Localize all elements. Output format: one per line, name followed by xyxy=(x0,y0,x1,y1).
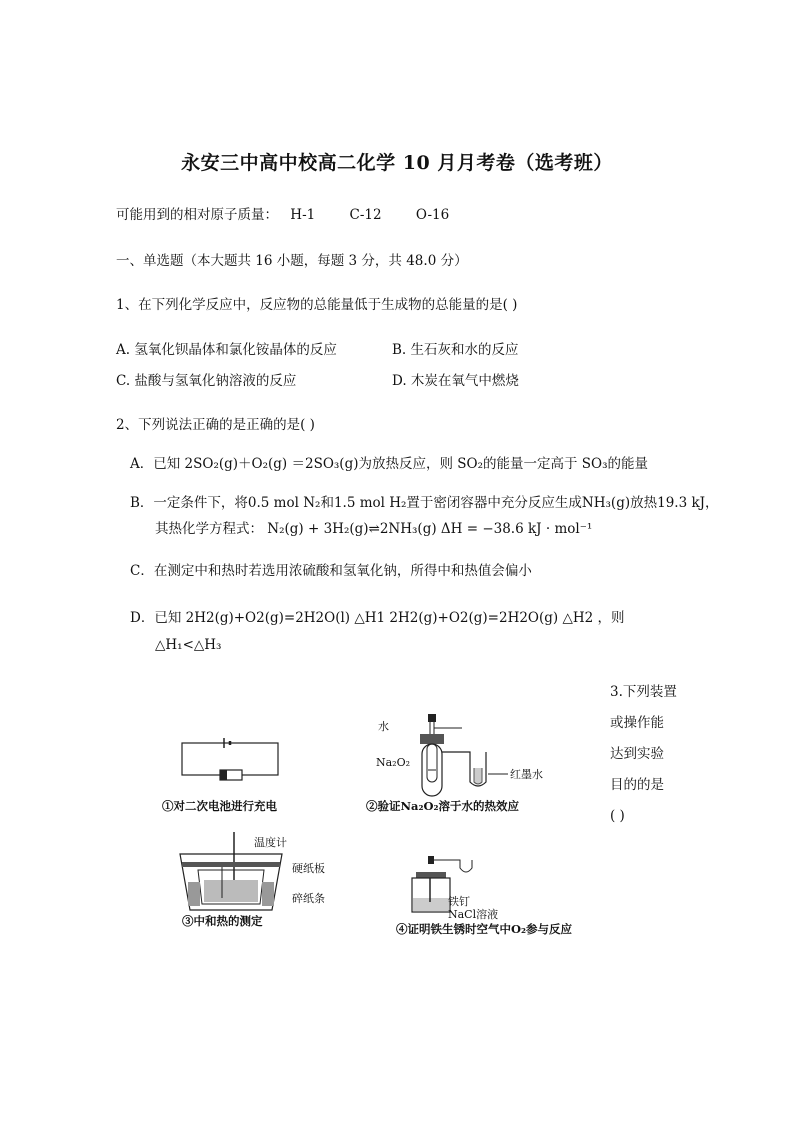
question-2-option-d-line1: D．已知 2H2(g)+O2(g)=2H2O(l) △H1 2H2(g)+O2(g)=2H2O(g) △H2 ，则 xyxy=(130,610,625,626)
atomic-mass-c: C-12 xyxy=(349,207,382,223)
question-3-stem xyxy=(610,677,677,832)
question-1-option-b: B. 生石灰和水的反应 xyxy=(392,342,519,358)
label-cardboard: 硬纸板 xyxy=(292,862,325,875)
label-red-ink: 红墨水 xyxy=(510,768,543,781)
label-thermometer: 温度计 xyxy=(254,836,287,849)
question-3-stem-line: 或操作能 xyxy=(610,715,664,731)
question-2-option-c: C．在测定中和热时若选用浓硫酸和氢氧化钠，所得中和热值会偏小 xyxy=(130,563,532,579)
question-3-stem-line: 达到实验 xyxy=(610,746,664,762)
figure-1-circuit xyxy=(160,735,290,795)
question-1-option-d: D. 木炭在氧气中燃烧 xyxy=(392,373,519,389)
figure-2-caption: ②验证Na₂O₂溶于水的热效应 xyxy=(366,799,520,813)
figure-1-caption: ①对二次电池进行充电 xyxy=(162,799,277,813)
question-1-option-a: A. 氢氧化钡晶体和氯化铵晶体的反应 xyxy=(116,342,337,358)
atomic-mass-label: 可能用到的相对原子质量： xyxy=(116,207,278,223)
section-heading: 一、单选题（本大题共 16 小题，每题 3 分，共 48.0 分） xyxy=(116,253,468,269)
question-1-option-c: C. 盐酸与氢氧化钠溶液的反应 xyxy=(116,373,297,389)
atomic-mass-line xyxy=(116,203,449,223)
atomic-mass-h: H-1 xyxy=(290,207,316,223)
label-paper-shreds: 碎纸条 xyxy=(292,892,325,905)
question-3-stem-line: ( ) xyxy=(610,808,625,824)
figure-4-caption: ④证明铁生锈时空气中O₂参与反应 xyxy=(396,922,573,936)
figure-3-caption: ③中和热的测定 xyxy=(182,914,263,928)
question-1-stem: 1、在下列化学反应中，反应物的总能量低于生成物的总能量的是( ) xyxy=(116,297,518,313)
question-2-option-d-line2: △H₁<△H₃ xyxy=(155,637,222,653)
question-3-stem-line: 目的的是 xyxy=(610,777,664,793)
question-2-option-b-line2: 其热化学方程式： N₂(g) + 3H₂(g)⇌2NH₃(g) ΔH = −38.6 kJ · mol⁻¹ xyxy=(155,521,593,537)
label-iron-nail: 铁钉 xyxy=(448,895,470,908)
label-water: 水 xyxy=(378,720,389,733)
question-3-stem-line: 3.下列装置 xyxy=(610,684,677,700)
atomic-mass-o: O-16 xyxy=(415,207,450,223)
question-2-stem: 2、下列说法正确的是正确的是( ) xyxy=(116,417,315,433)
question-2-option-b-line1: B．一定条件下，将0.5 mol N₂和1.5 mol H₂置于密闭容器中充分反应生成NH₃(g)放热19.3 kJ， xyxy=(130,495,719,511)
question-2-option-a: A．已知 2SO₂(g)＋O₂(g) ＝2SO₃(g)为放热反应，则 SO₂的能量一定高于 SO₃的能量 xyxy=(130,456,649,472)
page-title: 永安三中高中校高二化学 10 月月考卷（选考班） xyxy=(181,152,613,174)
label-nacl-solution: NaCl溶液 xyxy=(448,908,499,921)
label-na2o2: Na₂O₂ xyxy=(376,756,411,769)
